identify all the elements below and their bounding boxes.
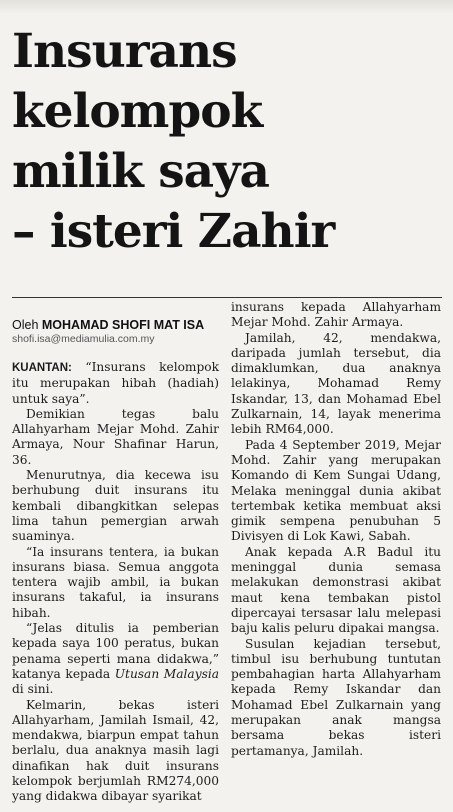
- paragraph-9: Anak kepada A.R Badul itu meninggal dunia semasa melakukan demonstrasi akibat maut kena tembakan pistol dipercayai tersasar lalu melepasi baju kalis peluru dipakai mangsa.: [231, 544, 441, 636]
- paragraph-6-continued: insurans kepada Allahyarham Mejar Mohd. Zahir Armaya.: [231, 300, 441, 330]
- page-fold-shadow: [0, 0, 453, 14]
- byline-author: MOHAMAD SHOFI MAT ISA: [41, 318, 205, 332]
- article-column-2: [231, 300, 441, 759]
- paragraph-6: Kelmarin, bekas isteri Allahyarham, Jamilah Ismail, 42, mendakwa, biarpun empat tahun berlalu, dua anaknya masih lagi dinafikan hak duit insurans kelompok berjumlah RM274,000 yang didakwa dibayar syarikat: [12, 697, 219, 804]
- headline: [12, 22, 442, 262]
- headline-line-2: kelompok: [12, 84, 263, 139]
- publication-name: Utusan Malaysia: [114, 666, 219, 681]
- headline-divider: [12, 297, 442, 298]
- paragraph-lead: [12, 360, 219, 407]
- byline-prefix: Oleh: [12, 318, 39, 332]
- headline-line-4: – isteri Zahir: [12, 204, 335, 259]
- paragraph-1-text: “Insurans kelompok itu merupakan hibah (hadiah) untuk saya”.: [12, 360, 220, 406]
- article-column-1: [12, 300, 219, 805]
- paragraph-4: “Ia insurans tentera, ia bukan insurans biasa. Semua anggota tentera wajib ambil, ia bukan insurans takaful, ia insurans hibah.: [12, 544, 219, 620]
- headline-line-1: Insurans: [12, 24, 237, 79]
- headline-line-3: milik saya: [12, 144, 269, 199]
- byline: [12, 318, 219, 333]
- paragraph-5-text-a: “Jelas ditulis ia pemberian kepada saya 100 peratus, bukan penama seperti mana didakwa,” katanya kepada: [12, 621, 219, 681]
- paragraph-10: Susulan kejadian tersebut, timbul isu berhubung tuntutan pembahagian harta Allahyarham kepada Remy Iskandar dan Mohamad Ebel Zulkarnain yang merupakan anak mangsa bersama bekas isteri pertamanya, Jamilah.: [231, 636, 441, 758]
- author-email: shofi.isa@mediamulia.com.my: [12, 333, 155, 345]
- paragraph-7: Jamilah, 42, mendakwa, daripada jumlah tersebut, dia dimaklumkan, dua anaknya lelakinya, Mohamad Remy Iskandar, 13, dan Mohamad Ebel Zulkarnain, 14, layak menerima lebih RM64,000.: [231, 330, 441, 437]
- paragraph-5: [12, 621, 219, 697]
- paragraph-5-text-b: di sini.: [12, 682, 54, 697]
- paragraph-3: Menurutnya, dia kecewa isu berhubung duit insurans itu kembali dibangkitkan selepas lima tahun pemergian arwah suaminya.: [12, 468, 219, 544]
- dateline: KUANTAN:: [12, 362, 72, 374]
- paragraph-8: Pada 4 September 2019, Mejar Mohd. Zahir yang merupakan Komando di Kem Sungai Udang, Melaka meninggal dunia akibat tertembak ketika membuat aksi gimik sempena penubuhan 5 Divisyen di Lok Kawi, Sabah.: [231, 437, 441, 544]
- paragraph-2: Demikian tegas balu Allahyarham Mejar Mohd. Zahir Armaya, Nour Shafinar Harun, 36.: [12, 406, 219, 467]
